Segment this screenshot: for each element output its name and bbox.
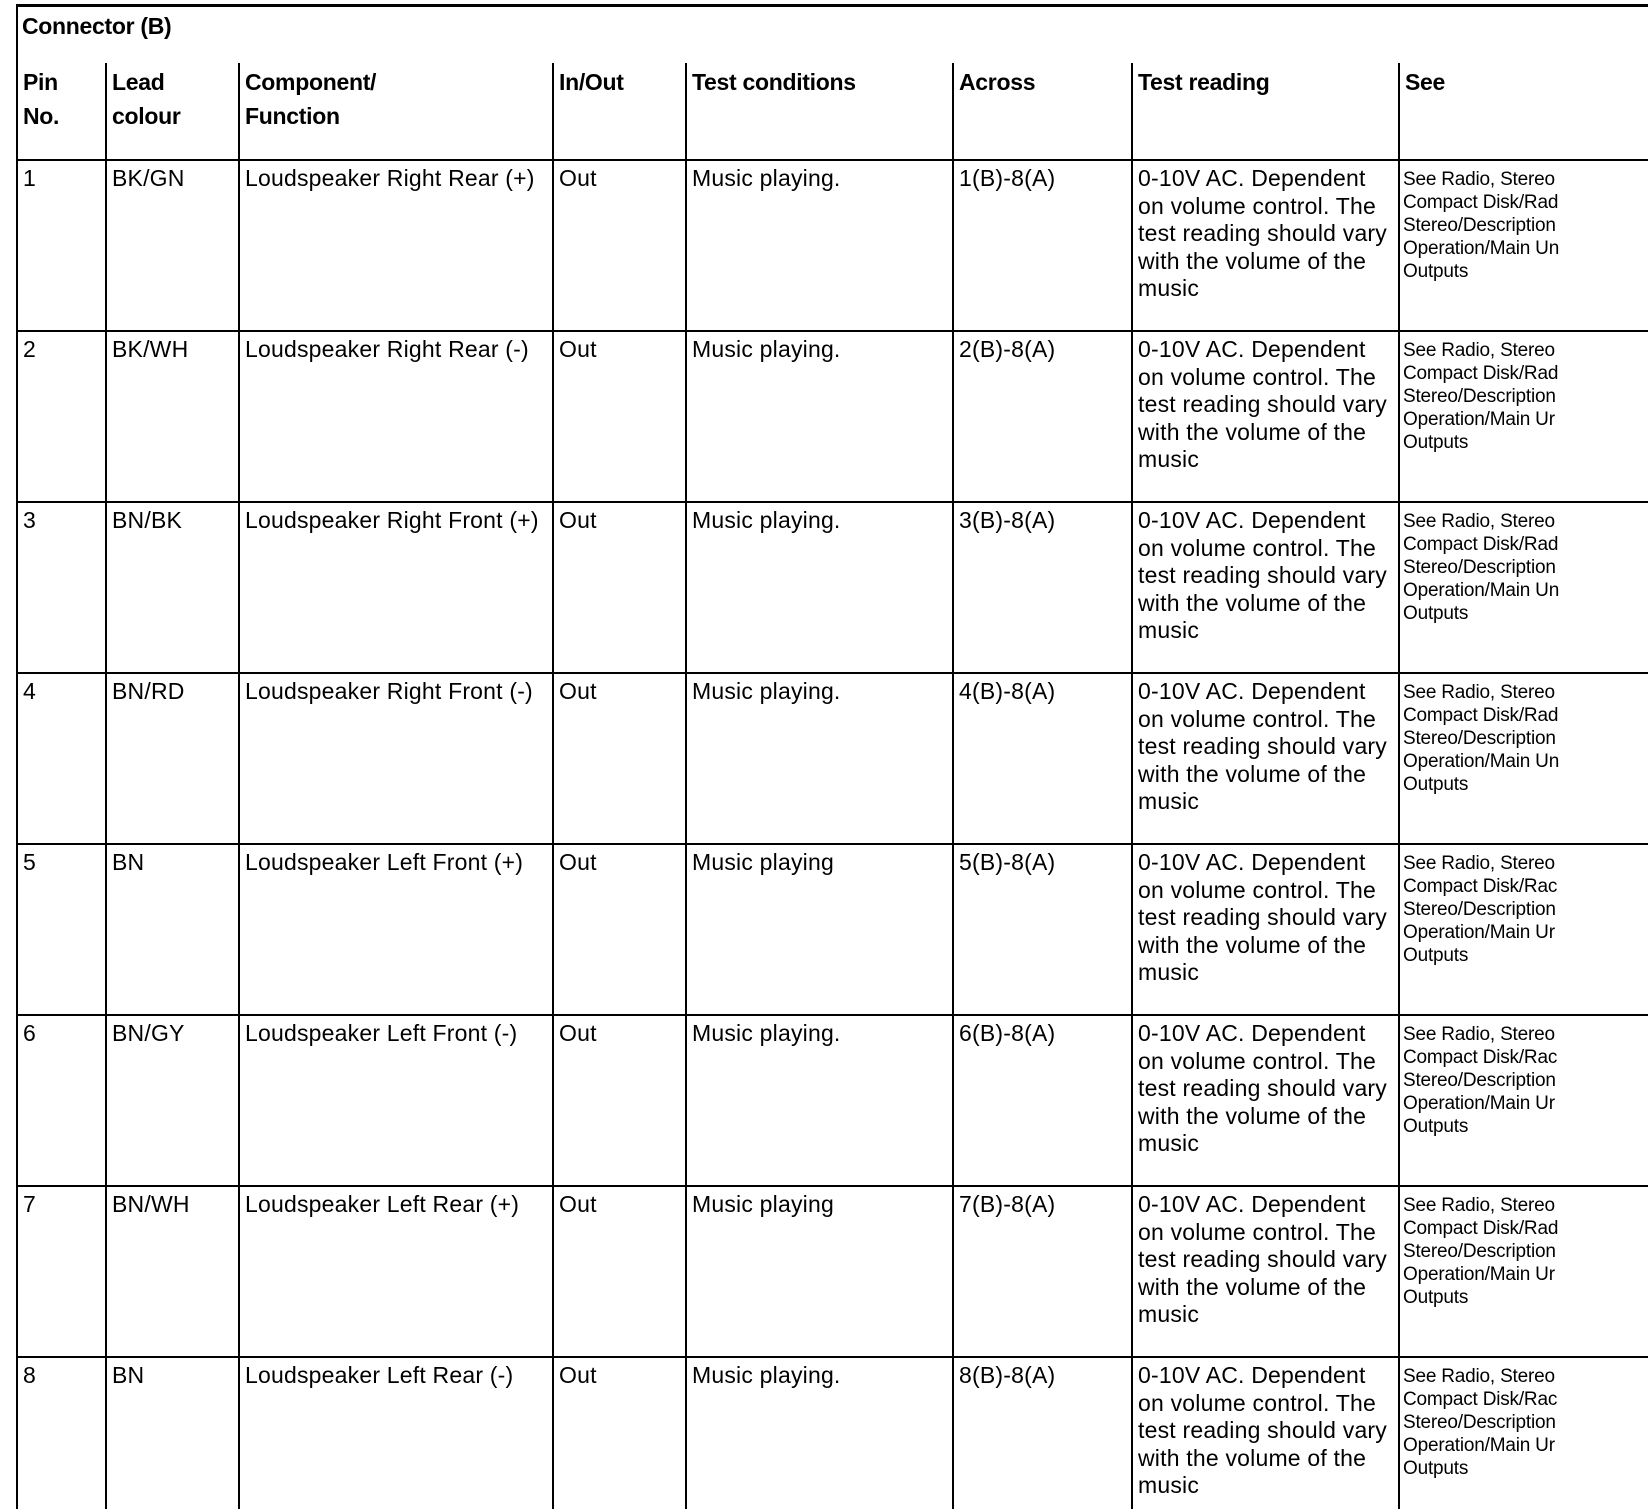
see-cell bbox=[1399, 1357, 1648, 1509]
see-line: Outputs bbox=[1403, 1458, 1469, 1479]
table-row bbox=[18, 331, 1648, 502]
table-row bbox=[18, 673, 1648, 844]
test-reading-cell: 0-10V AC. Dependent on volume control. The test reading should vary with the volume of the music bbox=[1132, 844, 1399, 1015]
see-line: Compact Disk/Rac bbox=[1403, 876, 1558, 897]
test-reading-cell: 0-10V AC. Dependent on volume control. The test reading should vary with the volume of the music bbox=[1132, 160, 1399, 331]
see-line: Outputs bbox=[1403, 1287, 1469, 1308]
test-conditions-cell: Music playing. bbox=[686, 1015, 953, 1186]
see-line: Compact Disk/Rac bbox=[1403, 1389, 1558, 1410]
pin-table bbox=[18, 63, 1648, 1509]
see-cell bbox=[1399, 844, 1648, 1015]
see-cell bbox=[1399, 331, 1648, 502]
see-line: See Radio, Stereo bbox=[1403, 1195, 1555, 1216]
see-line: Operation/Main Ur bbox=[1403, 409, 1555, 430]
test-conditions-cell: Music playing. bbox=[686, 502, 953, 673]
table-row bbox=[18, 502, 1648, 673]
pin-no-cell: 8 bbox=[18, 1357, 106, 1509]
across-cell: 8(B)-8(A) bbox=[953, 1357, 1132, 1509]
in-out-cell: Out bbox=[553, 331, 686, 502]
see-line: Stereo/Description bbox=[1403, 557, 1556, 578]
see-line: Stereo/Description bbox=[1403, 215, 1556, 236]
in-out-cell: Out bbox=[553, 1015, 686, 1186]
header-see: See bbox=[1399, 63, 1648, 160]
test-conditions-cell: Music playing. bbox=[686, 160, 953, 331]
see-cell bbox=[1399, 160, 1648, 331]
in-out-cell: Out bbox=[553, 673, 686, 844]
see-line: See Radio, Stereo bbox=[1403, 511, 1555, 532]
see-line: Stereo/Description bbox=[1403, 728, 1556, 749]
table-row bbox=[18, 1186, 1648, 1357]
see-line: Outputs bbox=[1403, 1116, 1469, 1137]
in-out-cell: Out bbox=[553, 844, 686, 1015]
see-line: Compact Disk/Rad bbox=[1403, 534, 1559, 555]
component-cell: Loudspeaker Right Front (-) bbox=[239, 673, 553, 844]
see-line: Operation/Main Ur bbox=[1403, 1093, 1555, 1114]
lead-colour-cell: BN/RD bbox=[106, 673, 239, 844]
see-line: Stereo/Description bbox=[1403, 1241, 1556, 1262]
pin-no-cell: 1 bbox=[18, 160, 106, 331]
component-cell: Loudspeaker Left Rear (+) bbox=[239, 1186, 553, 1357]
across-cell: 5(B)-8(A) bbox=[953, 844, 1132, 1015]
see-line: See Radio, Stereo bbox=[1403, 340, 1555, 361]
test-conditions-cell: Music playing bbox=[686, 1186, 953, 1357]
test-conditions-cell: Music playing. bbox=[686, 331, 953, 502]
see-line: Compact Disk/Rad bbox=[1403, 192, 1559, 213]
test-conditions-cell: Music playing. bbox=[686, 673, 953, 844]
see-line: Outputs bbox=[1403, 432, 1469, 453]
component-cell: Loudspeaker Left Front (+) bbox=[239, 844, 553, 1015]
table-row bbox=[18, 1015, 1648, 1186]
see-cell bbox=[1399, 1186, 1648, 1357]
see-line: See Radio, Stereo bbox=[1403, 853, 1555, 874]
across-cell: 6(B)-8(A) bbox=[953, 1015, 1132, 1186]
header-lead-colour: Lead colour bbox=[106, 63, 239, 160]
pin-no-cell: 4 bbox=[18, 673, 106, 844]
lead-colour-cell: BN bbox=[106, 1357, 239, 1509]
see-cell bbox=[1399, 673, 1648, 844]
header-across: Across bbox=[953, 63, 1132, 160]
header-component bbox=[239, 63, 553, 160]
see-cell bbox=[1399, 1015, 1648, 1186]
see-line: Operation/Main Un bbox=[1403, 751, 1560, 772]
across-cell: 1(B)-8(A) bbox=[953, 160, 1132, 331]
see-line: See Radio, Stereo bbox=[1403, 1366, 1555, 1387]
see-line: Operation/Main Ur bbox=[1403, 1435, 1555, 1456]
see-line: Stereo/Description bbox=[1403, 386, 1556, 407]
in-out-cell: Out bbox=[553, 160, 686, 331]
see-line: Compact Disk/Rac bbox=[1403, 1047, 1558, 1068]
see-line: Outputs bbox=[1403, 261, 1469, 282]
see-line: Compact Disk/Rad bbox=[1403, 1218, 1559, 1239]
see-line: Operation/Main Ur bbox=[1403, 922, 1555, 943]
see-line: Stereo/Description bbox=[1403, 899, 1556, 920]
test-reading-cell: 0-10V AC. Dependent on volume control. The test reading should vary with the volume of the music bbox=[1132, 1357, 1399, 1509]
test-conditions-cell: Music playing. bbox=[686, 1357, 953, 1509]
see-line: Stereo/Description bbox=[1403, 1070, 1556, 1091]
lead-colour-cell: BN/BK bbox=[106, 502, 239, 673]
header-component-line2: Function bbox=[245, 103, 340, 129]
see-line: Operation/Main Ur bbox=[1403, 1264, 1555, 1285]
in-out-cell: Out bbox=[553, 1186, 686, 1357]
header-test-reading: Test reading bbox=[1132, 63, 1399, 160]
pin-no-cell: 7 bbox=[18, 1186, 106, 1357]
test-reading-cell: 0-10V AC. Dependent on volume control. The test reading should vary with the volume of the music bbox=[1132, 1186, 1399, 1357]
lead-colour-cell: BN/WH bbox=[106, 1186, 239, 1357]
table-row bbox=[18, 844, 1648, 1015]
component-cell: Loudspeaker Left Front (-) bbox=[239, 1015, 553, 1186]
table-row bbox=[18, 1357, 1648, 1509]
test-reading-cell: 0-10V AC. Dependent on volume control. The test reading should vary with the volume of the music bbox=[1132, 331, 1399, 502]
lead-colour-cell: BK/GN bbox=[106, 160, 239, 331]
lead-colour-cell: BN/GY bbox=[106, 1015, 239, 1186]
connector-title: Connector (B) bbox=[22, 13, 172, 39]
see-line: Operation/Main Un bbox=[1403, 580, 1560, 601]
across-cell: 4(B)-8(A) bbox=[953, 673, 1132, 844]
lead-colour-cell: BN bbox=[106, 844, 239, 1015]
pin-no-cell: 3 bbox=[18, 502, 106, 673]
test-reading-cell: 0-10V AC. Dependent on volume control. The test reading should vary with the volume of the music bbox=[1132, 673, 1399, 844]
across-cell: 7(B)-8(A) bbox=[953, 1186, 1132, 1357]
see-line: Operation/Main Un bbox=[1403, 238, 1560, 259]
header-pin-no: Pin No. bbox=[18, 63, 106, 160]
see-line: See Radio, Stereo bbox=[1403, 1024, 1555, 1045]
component-cell: Loudspeaker Right Front (+) bbox=[239, 502, 553, 673]
header-in-out: In/Out bbox=[553, 63, 686, 160]
see-cell bbox=[1399, 502, 1648, 673]
header-component-line1: Component/ bbox=[245, 69, 377, 95]
header-test-conditions: Test conditions bbox=[686, 63, 953, 160]
pin-no-cell: 6 bbox=[18, 1015, 106, 1186]
pin-no-cell: 2 bbox=[18, 331, 106, 502]
see-line: Outputs bbox=[1403, 774, 1469, 795]
see-line: Outputs bbox=[1403, 603, 1469, 624]
see-line: See Radio, Stereo bbox=[1403, 682, 1555, 703]
component-cell: Loudspeaker Right Rear (-) bbox=[239, 331, 553, 502]
lead-colour-cell: BK/WH bbox=[106, 331, 239, 502]
see-line: Compact Disk/Rad bbox=[1403, 705, 1559, 726]
across-cell: 3(B)-8(A) bbox=[953, 502, 1132, 673]
pin-no-cell: 5 bbox=[18, 844, 106, 1015]
test-reading-cell: 0-10V AC. Dependent on volume control. The test reading should vary with the volume of the music bbox=[1132, 502, 1399, 673]
see-line: Compact Disk/Rad bbox=[1403, 363, 1559, 384]
connector-table-sheet bbox=[16, 4, 1648, 1509]
see-line: See Radio, Stereo bbox=[1403, 169, 1555, 190]
component-cell: Loudspeaker Left Rear (-) bbox=[239, 1357, 553, 1509]
test-conditions-cell: Music playing bbox=[686, 844, 953, 1015]
header-row bbox=[18, 63, 1648, 160]
component-cell: Loudspeaker Right Rear (+) bbox=[239, 160, 553, 331]
test-reading-cell: 0-10V AC. Dependent on volume control. The test reading should vary with the volume of the music bbox=[1132, 1015, 1399, 1186]
across-cell: 2(B)-8(A) bbox=[953, 331, 1132, 502]
in-out-cell: Out bbox=[553, 1357, 686, 1509]
in-out-cell: Out bbox=[553, 502, 686, 673]
table-row bbox=[18, 160, 1648, 331]
see-line: Outputs bbox=[1403, 945, 1469, 966]
see-line: Stereo/Description bbox=[1403, 1412, 1556, 1433]
